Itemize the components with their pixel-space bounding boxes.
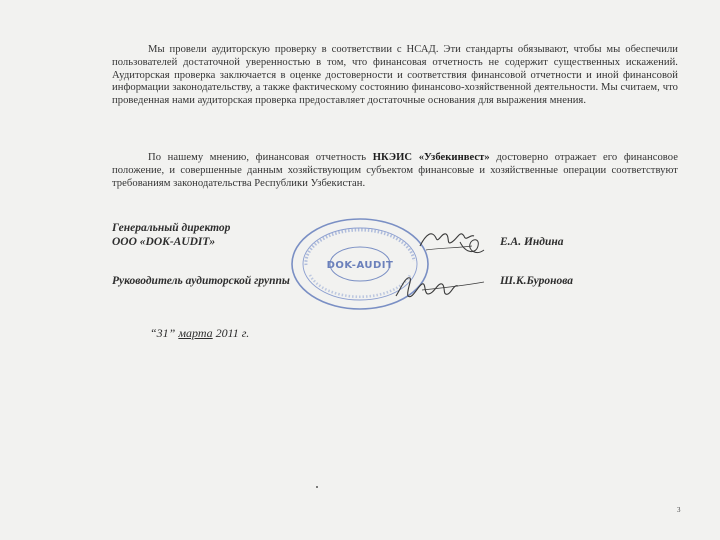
opinion-text-before: По нашему мнению, финансовая отчетность <box>148 152 373 163</box>
date-month: марта <box>178 326 213 340</box>
stamp-center-text: DOK-AUDIT <box>326 260 394 271</box>
opinion-text-after: достоверно отражает его финансовое положение, и совершенные данным хозяйствующим субъектом финансовые и хозяйственные операции соответствуют требованиям законодательства Республики Узбекистан. <box>112 152 678 189</box>
director-name: Е.А. Индина <box>500 236 564 248</box>
page-number: 3 <box>677 506 681 514</box>
director-signature <box>416 220 492 260</box>
date-day: “31” <box>150 326 176 340</box>
group-head-title: Руководитель аудиторской группы <box>112 275 290 287</box>
group-head-signature <box>392 268 492 304</box>
date-line <box>150 326 249 341</box>
audit-paragraph: Мы провели аудиторскую проверку в соответствии с НСАД. Эти стандарты обязывают, чтобы мы обеспечили пользователей достаточной уверенностью в том, что финансовая отчетность не содержит существенных искажений. Аудиторская проверка заключается в оценке достоверности и соответствия финансовой отчетности и иной финансовой информации законодательству, а также фактическому состоянию финансово-хозяйственной деятельности. Мы считаем, что проведенная нами аудиторская проверка предоставляет достаточные основания для выражения мнения. <box>112 44 678 107</box>
opinion-paragraph <box>112 152 678 190</box>
company-name: НКЭИС «Узбекинвест» <box>372 152 490 163</box>
director-title: Генеральный директор <box>112 222 231 234</box>
director-org: ООО «DOK-AUDIT» <box>112 236 216 248</box>
date-year: 2011 г. <box>215 326 250 340</box>
scan-speck <box>316 486 318 488</box>
group-head-name: Ш.К.Буронова <box>500 275 574 287</box>
